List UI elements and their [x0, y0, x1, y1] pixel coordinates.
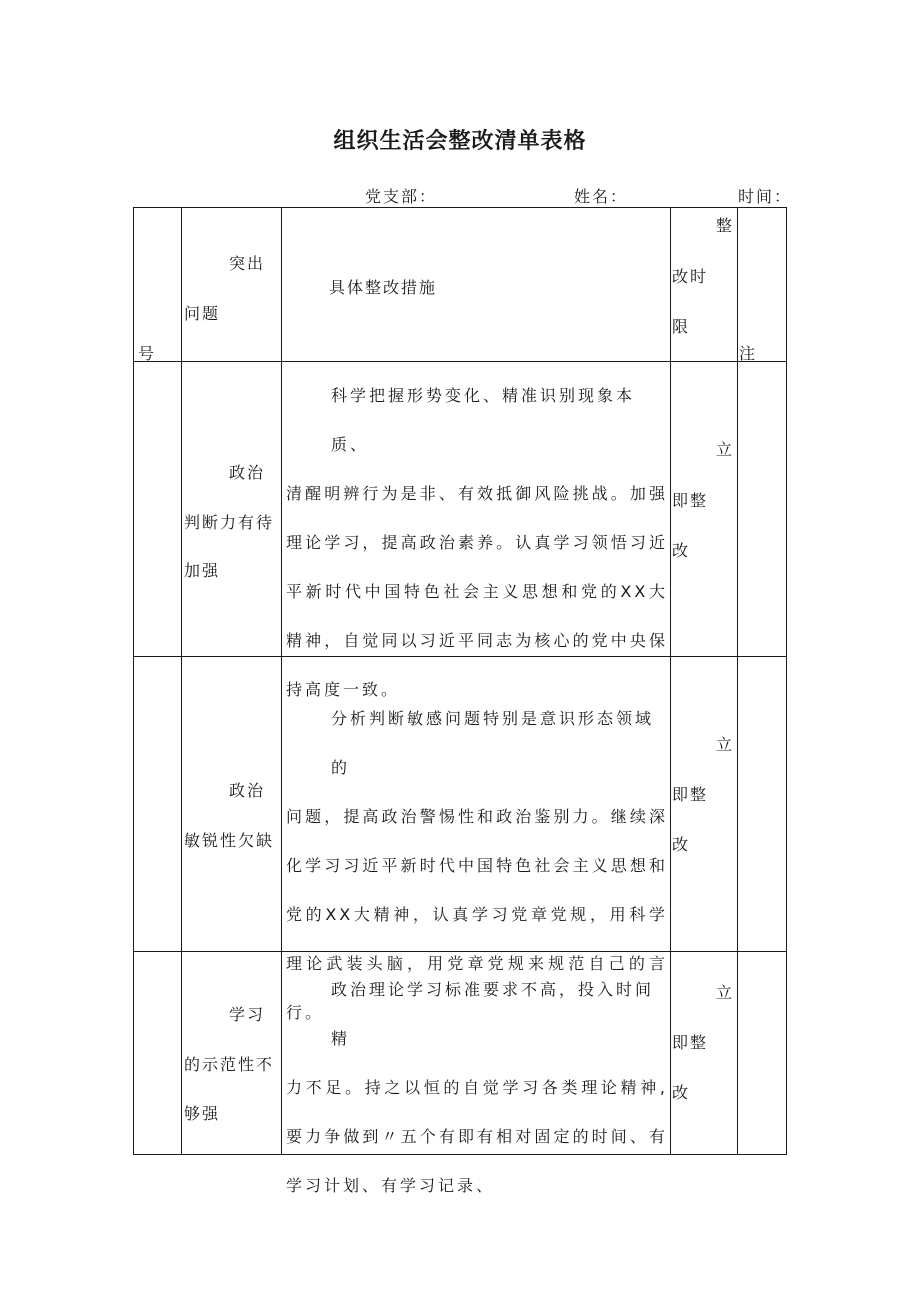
name-label: 姓名：: [574, 187, 629, 206]
row2-measure-text: 问题，提高政治警惕性和政治鉴别力。继续深化学习习近平新时代中国特色社会主义思想和党的XX大精神，认真学习党章党规，用科学理论武装头脑，用党章党规来规范自己的言行。: [286, 807, 668, 1022]
header-deadline-line3: 限: [672, 317, 691, 336]
row2-problem-line1: 政治: [229, 781, 266, 800]
row2-deadline-line2: 即整: [672, 785, 709, 804]
row1-measure-text: 清醒明辨行为是非、有效抵御风险挑战。加强理论学习，提高政治素养。认真学习领悟习近平新时代中国特色社会主义思想和党的XX大精神，自觉同以习近平同志为核心的党中央保持高度一致。: [286, 484, 668, 699]
column-divider: [281, 208, 282, 1154]
row3-deadline-line2: 即整: [672, 1033, 709, 1052]
row1-measure-line1: 科学把握形势变化、精准识别现象本质、: [331, 386, 636, 454]
row3-problem-line3: 够强: [184, 1104, 221, 1123]
column-divider: [181, 208, 182, 1154]
row3-deadline-line1: 立: [716, 983, 735, 1002]
header-deadline-line1: 整: [716, 216, 735, 235]
row1-problem-line3: 加强: [184, 561, 221, 580]
header-problem-line1: 突出: [229, 254, 266, 273]
column-divider: [737, 208, 738, 1154]
row1-problem-line1: 政治: [229, 463, 266, 482]
header-seq: 号: [138, 344, 157, 363]
row3-problem-line1: 学习: [229, 1005, 266, 1024]
header-problem-line2: 问题: [184, 304, 221, 323]
row-divider: [134, 361, 786, 362]
row1-deadline-line1: 立: [716, 440, 735, 459]
header-remark: 注: [739, 344, 758, 363]
party-branch-label: 党支部：: [365, 187, 438, 206]
row3-deadline-line3: 改: [672, 1083, 691, 1102]
header-measures: 具体整改措施: [329, 278, 438, 297]
time-label: 时间：: [738, 187, 793, 206]
rectification-table: [133, 207, 787, 1195]
row2-measure-line1: 分析判断敏感问题特别是意识形态领域的: [331, 709, 655, 777]
row2-problem-line2: 敏锐性欠缺: [184, 831, 275, 850]
row3-problem-line2: 的示范性不: [184, 1055, 275, 1074]
row3-measure-line1: 政治理论学习标准要求不高，投入时间精: [331, 980, 655, 1048]
row1-deadline-line3: 改: [672, 541, 691, 560]
column-divider: [670, 208, 671, 1154]
header-deadline-line2: 改时: [672, 267, 709, 286]
document-title: 组织生活会整改清单表格: [333, 129, 587, 154]
row1-measures: [286, 371, 668, 714]
row2-deadline-line1: 立: [716, 735, 735, 754]
row2-deadline-line3: 改: [672, 835, 691, 854]
row1-deadline-line2: 即整: [672, 491, 709, 510]
row1-problem-line2: 判断力有待: [184, 513, 275, 532]
row3-measures: [286, 965, 668, 1210]
row3-measure-text: 力不足。持之以恒的自觉学习各类理论精神,要力争做到〃五个有即有相对固定的时间、有学习计划、有学习记录、: [286, 1078, 668, 1195]
